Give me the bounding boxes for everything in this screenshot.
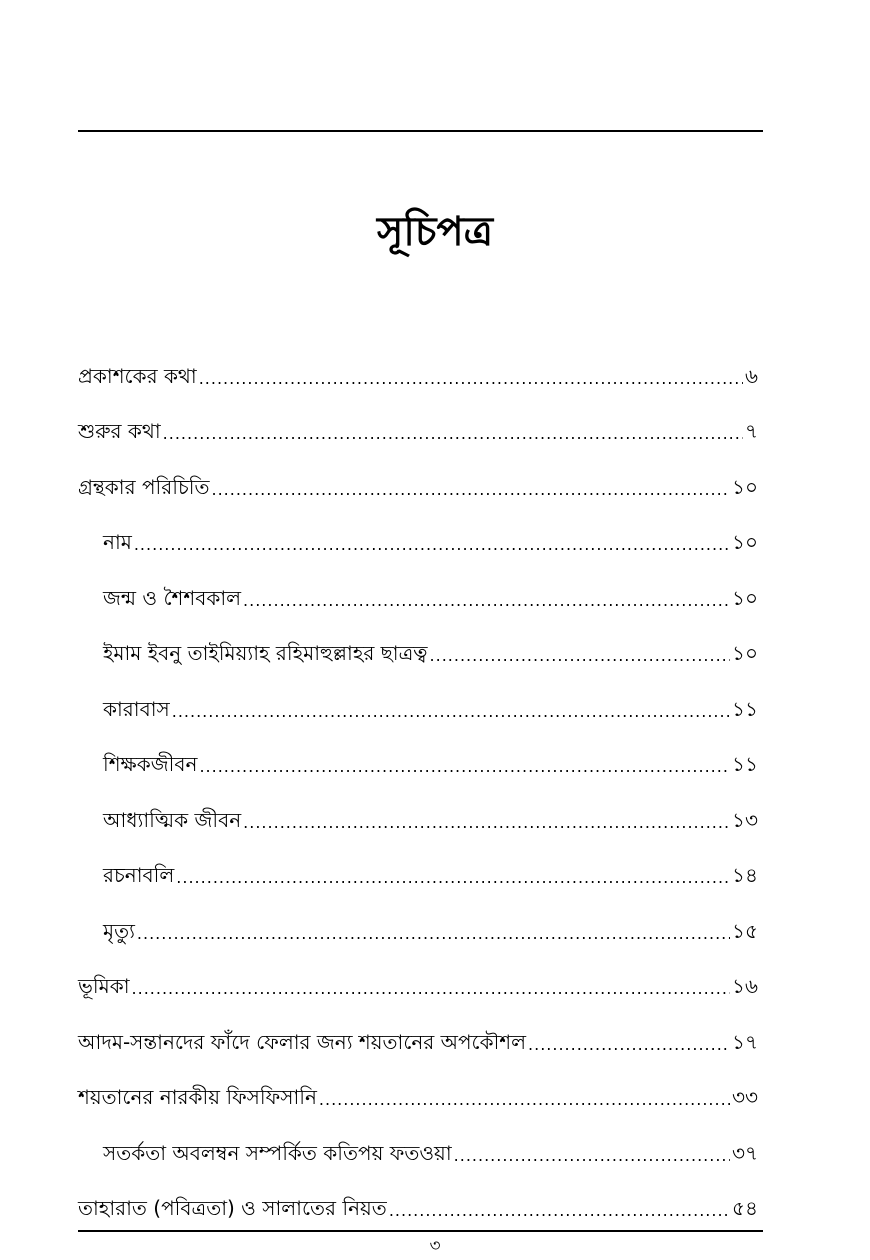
toc-subentry[interactable] xyxy=(78,737,758,793)
toc-dot-leader xyxy=(243,591,730,611)
toc-subentry[interactable] xyxy=(78,848,758,904)
toc-dot-leader xyxy=(211,480,730,500)
toc-dot-leader xyxy=(454,1146,730,1166)
toc-entry-page: ৩৭ xyxy=(731,1140,758,1165)
toc-entry-label: জন্ম ও শৈশবকাল xyxy=(103,585,242,610)
toc-entry[interactable] xyxy=(78,348,758,404)
toc-entry-page: ৬ xyxy=(744,363,758,388)
toc-entry-label: কারাবাস xyxy=(103,696,170,721)
toc-entry-page: ১৬ xyxy=(732,974,758,999)
toc-dot-leader xyxy=(430,646,730,666)
toc-dot-leader xyxy=(137,924,730,944)
toc-entry-page: ১৫ xyxy=(732,918,758,943)
toc-subentry[interactable] xyxy=(78,681,758,737)
toc-entry-page: ১০ xyxy=(732,585,758,610)
toc-entry-label: তাহারাত (পবিত্রতা) ও সালাতের নিয়ত xyxy=(78,1196,387,1221)
page-title: সূচিপত্র xyxy=(377,208,493,255)
toc-entry-page: ৩৩ xyxy=(731,1085,758,1110)
top-rule xyxy=(78,130,763,132)
toc-entry-label: ইমাম ইবনু তাইমিয়্যাহ রহিমাহুল্লাহর ছাত্রত্ব xyxy=(103,641,428,666)
toc-dot-leader xyxy=(528,1035,730,1055)
bottom-rule xyxy=(78,1230,763,1232)
toc-entry-label: গ্রন্থকার পরিচিতি xyxy=(78,474,210,499)
toc-subentry[interactable] xyxy=(78,626,758,682)
toc-dot-leader xyxy=(132,979,730,999)
toc-entry-label: প্রকাশকের কথা xyxy=(78,363,197,388)
toc-subentry[interactable] xyxy=(78,903,758,959)
toc-entry-label: সতর্কতা অবলম্বন সম্পর্কিত কতিপয় ফতওয়া xyxy=(103,1140,452,1165)
toc-entry-label: রচনাবলি xyxy=(103,863,175,888)
toc-entry-page: ১১ xyxy=(732,752,758,777)
toc-dot-leader xyxy=(134,535,730,555)
toc-entry[interactable] xyxy=(78,459,758,515)
toc-entry-page: ৭ xyxy=(744,419,758,444)
toc-dot-leader xyxy=(389,1201,730,1221)
toc-dot-leader xyxy=(163,424,743,444)
toc-entry-label: শয়তানের নারকীয় ফিসফিসানি xyxy=(78,1085,317,1110)
toc-dot-leader xyxy=(172,702,730,722)
toc-entry-page: ১৪ xyxy=(732,863,758,888)
toc-entry-page: ৫৪ xyxy=(732,1196,758,1221)
toc-dot-leader xyxy=(319,1090,730,1110)
toc-entry[interactable] xyxy=(78,959,758,1015)
page-number: ৩ xyxy=(429,1236,441,1256)
toc-entry[interactable] xyxy=(78,1070,758,1126)
toc-entry-label: মৃত্যু xyxy=(103,918,135,943)
toc-entry-label: শুরুর কথা xyxy=(78,419,161,444)
toc-entry-label: আধ্যাত্মিক জীবন xyxy=(103,807,242,832)
toc-entry-label: নাম xyxy=(103,530,132,555)
toc-dot-leader xyxy=(199,757,730,777)
toc-entry-label: শিক্ষকজীবন xyxy=(103,752,198,777)
toc-subentry[interactable] xyxy=(78,515,758,571)
toc-entry-page: ১০ xyxy=(732,641,758,666)
toc-entry-page: ১৭ xyxy=(732,1029,758,1054)
toc-dot-leader xyxy=(199,369,743,389)
toc-entry[interactable] xyxy=(78,1181,758,1237)
toc-entry-page: ১০ xyxy=(732,530,758,555)
toc-entry-label: আদম-সন্তানদের ফাঁদে ফেলার জন্য শয়তানের অপকৌশল xyxy=(78,1029,527,1054)
toc-dot-leader xyxy=(243,813,730,833)
toc-entry[interactable] xyxy=(78,404,758,460)
toc-entry-label: ভূমিকা xyxy=(78,974,130,999)
toc-subentry[interactable] xyxy=(78,570,758,626)
toc-subentry[interactable] xyxy=(78,1125,758,1181)
toc-dot-leader xyxy=(176,868,730,888)
toc-entry-page: ১১ xyxy=(732,696,758,721)
toc-entry-page: ১০ xyxy=(732,474,758,499)
toc-subentry[interactable] xyxy=(78,792,758,848)
table-of-contents xyxy=(78,348,758,1236)
toc-entry[interactable] xyxy=(78,1014,758,1070)
toc-entry-page: ১৩ xyxy=(732,807,758,832)
